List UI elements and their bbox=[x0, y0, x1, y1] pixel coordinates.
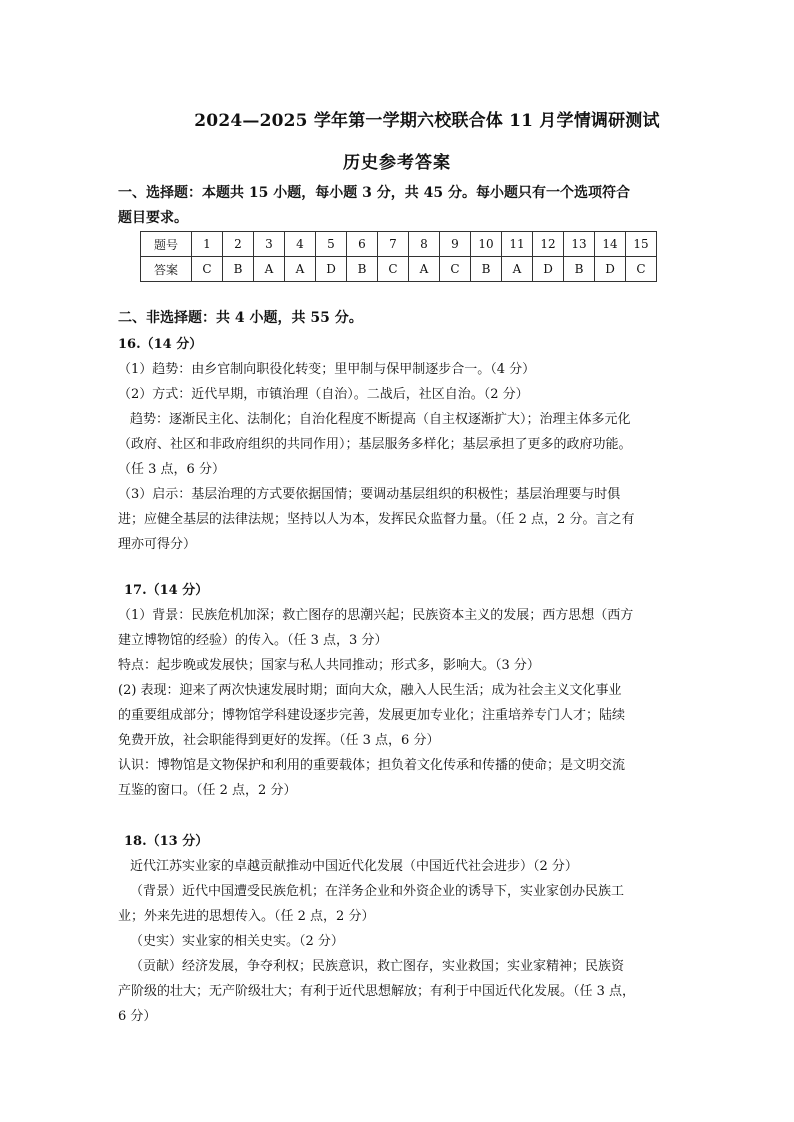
answer-line: （贡献）经济发展，争夺利权；民族意识，救亡图存，实业救国；实业家精神；民族资 bbox=[130, 959, 625, 974]
table-cell-number: 7 bbox=[378, 232, 409, 257]
table-row-numbers bbox=[141, 232, 657, 257]
table-cell-number: 5 bbox=[316, 232, 347, 257]
table-cell-answer: D bbox=[533, 257, 564, 282]
answer-line: 的重要组成部分；博物馆学科建设逐步完善，发展更加专业化；注重培养专门人才；陆续 bbox=[118, 708, 626, 723]
answer-line: 6 分） bbox=[118, 1009, 157, 1024]
table-cell-answer: D bbox=[595, 257, 626, 282]
answer-line: 互鉴的窗口。（任 2 点，2 分） bbox=[118, 783, 297, 798]
table-cell-answer: C bbox=[440, 257, 471, 282]
table-cell-number: 10 bbox=[471, 232, 502, 257]
table-row-label: 答案 bbox=[141, 257, 192, 282]
table-cell-answer: B bbox=[564, 257, 595, 282]
table-cell-number: 15 bbox=[626, 232, 657, 257]
table-cell-number: 8 bbox=[409, 232, 440, 257]
section1-heading-line: 题目要求。 bbox=[118, 210, 188, 226]
answer-line: 免费开放，社会职能得到更好的发挥。（任 3 点，6 分） bbox=[118, 733, 440, 748]
table-cell-answer: C bbox=[378, 257, 409, 282]
table-cell-answer: D bbox=[316, 257, 347, 282]
table-cell-number: 14 bbox=[595, 232, 626, 257]
answer-line: 近代江苏实业家的卓越贡献推动中国近代化发展（中国近代社会进步）（2 分） bbox=[130, 859, 578, 874]
answer-line: 产阶级的壮大；无产阶级壮大；有利于近代思想解放；有利于中国近代化发展。（任 3 点， bbox=[118, 984, 636, 999]
table-cell-answer: A bbox=[254, 257, 285, 282]
table-cell-answer: A bbox=[502, 257, 533, 282]
answer-line: 特点：起步晚或发展快；国家与私人共同推动；形式多，影响大。（3 分） bbox=[118, 658, 540, 673]
table-cell-number: 13 bbox=[564, 232, 595, 257]
section1-heading-line: 一、选择题：本题共 15 小题，每小题 3 分，共 45 分。每小题只有一个选项符合 bbox=[118, 185, 630, 201]
page-title: 2024—2025 学年第一学期六校联合体 11 月学情调研测试 bbox=[194, 111, 660, 131]
answer-line: 趋势：逐渐民主化、法制化；自治化程度不断提高（自主权逐渐扩大）；治理主体多元化 bbox=[130, 412, 631, 427]
answer-line: （政府、社区和非政府组织的共同作用）；基层服务多样化；基层承担了更多的政府功能。 bbox=[118, 437, 632, 452]
answer-line: 建立博物馆的经验）的传入。（任 3 点，3 分） bbox=[118, 633, 388, 648]
question-17 bbox=[118, 578, 678, 803]
answer-line: 业；外来先进的思想传入。（任 2 点，2 分） bbox=[118, 909, 375, 924]
answer-line: 进；应健全基层的法律法规；坚持以人为本，发挥民众监督力量。（任 2 点，2 分。言之有 bbox=[118, 512, 635, 527]
table-cell-number: 3 bbox=[254, 232, 285, 257]
question-18 bbox=[118, 829, 678, 1029]
answer-line: （任 3 点，6 分） bbox=[118, 462, 225, 477]
table-cell-answer: A bbox=[409, 257, 440, 282]
answer-line: (2) 表现：迎来了两次快速发展时期；面向大众，融入人民生活；成为社会主义文化事业 bbox=[118, 683, 622, 698]
page-subtitle: 历史参考答案 bbox=[343, 153, 451, 173]
table-cell-answer: C bbox=[192, 257, 223, 282]
table-cell-number: 11 bbox=[502, 232, 533, 257]
section1-heading bbox=[118, 181, 678, 231]
table-cell-answer: A bbox=[285, 257, 316, 282]
table-row-answers bbox=[141, 257, 657, 282]
question-17-heading: 17.（14 分） bbox=[124, 583, 209, 598]
table-cell-number: 12 bbox=[533, 232, 564, 257]
answer-line: （背景）近代中国遭受民族危机；在洋务企业和外资企业的诱导下，实业家创办民族工 bbox=[130, 884, 625, 899]
question-16 bbox=[118, 332, 678, 557]
table-cell-answer: B bbox=[471, 257, 502, 282]
answer-line: （1）背景：民族危机加深；救亡图存的思潮兴起；民族资本主义的发展；西方思想（西方 bbox=[118, 608, 634, 623]
answer-line: （3）启示：基层治理的方式要依据国情；要调动基层组织的积极性；基层治理要与时俱 bbox=[118, 487, 621, 502]
answer-line: （2）方式：近代早期，市镇治理（自治）。二战后，社区自治。（2 分） bbox=[118, 387, 529, 402]
table-cell-answer: B bbox=[223, 257, 254, 282]
answer-line: （1）趋势：由乡官制向职役化转变；里甲制与保甲制逐步合一。（4 分） bbox=[118, 362, 536, 377]
question-18-heading: 18.（13 分） bbox=[124, 834, 209, 849]
answer-line: 认识：博物馆是文物保护和利用的重要载体；担负着文化传承和传播的使命；是文明交流 bbox=[118, 758, 626, 773]
section2-heading: 二、非选择题：共 4 小题，共 55 分。 bbox=[118, 310, 363, 326]
table-cell-number: 1 bbox=[192, 232, 223, 257]
answer-line: （史实）实业家的相关史实。（2 分） bbox=[130, 934, 344, 949]
table-cell-number: 6 bbox=[347, 232, 378, 257]
question-16-heading: 16.（14 分） bbox=[118, 337, 203, 352]
table-cell-number: 9 bbox=[440, 232, 471, 257]
table-cell-number: 4 bbox=[285, 232, 316, 257]
table-cell-answer: C bbox=[626, 257, 657, 282]
answer-table bbox=[140, 231, 657, 282]
table-cell-number: 2 bbox=[223, 232, 254, 257]
table-row-label: 题号 bbox=[141, 232, 192, 257]
answer-line: 理亦可得分） bbox=[118, 537, 197, 552]
table-cell-answer: B bbox=[347, 257, 378, 282]
